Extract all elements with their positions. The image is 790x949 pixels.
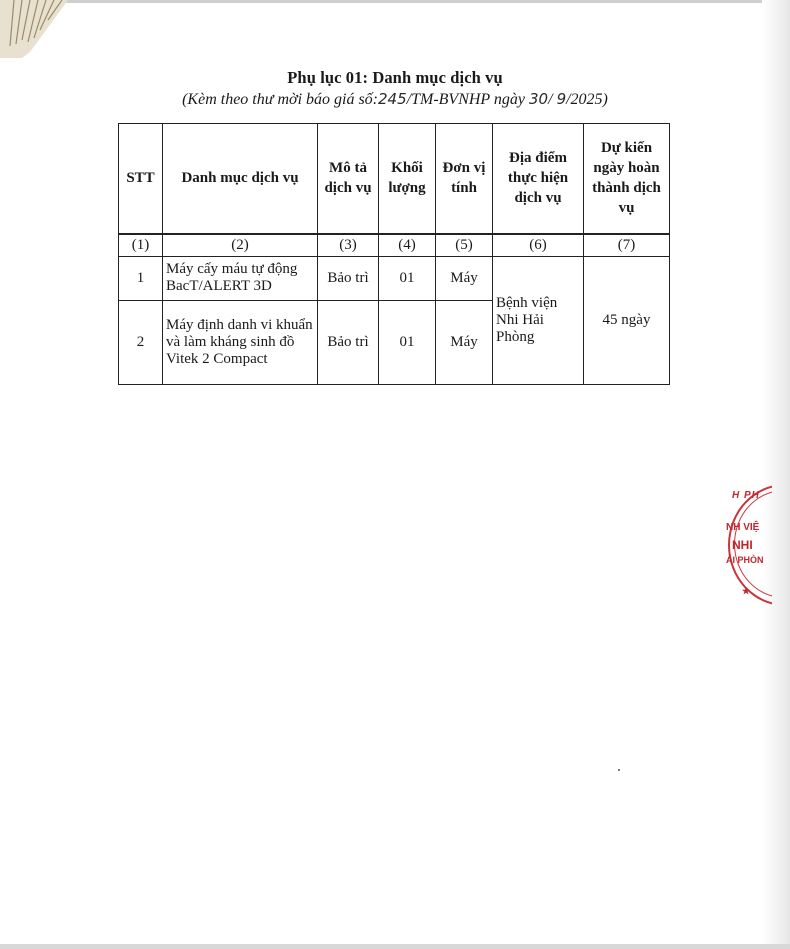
column-number: (5) <box>436 234 493 257</box>
row-quantity: 01 <box>379 300 436 384</box>
appendix-title: Phụ lục 01: Danh mục dịch vụ <box>287 68 503 87</box>
header-quantity: Khối lượng <box>379 124 436 234</box>
paper-speck <box>618 769 620 771</box>
table-row <box>119 256 670 300</box>
subtitle-prefix: (Kèm theo thư mời báo giá số: <box>182 91 379 108</box>
handwritten-doc-number: 245 <box>378 90 407 108</box>
header-stt: STT <box>119 124 163 234</box>
column-number: (6) <box>493 234 584 257</box>
row-service: Máy định danh vi khuẩn và làm kháng sinh đồ Vitek 2 Compact <box>163 300 318 384</box>
page-bottom-edge <box>0 944 790 949</box>
column-number: (1) <box>119 234 163 257</box>
row-service: Máy cấy máu tự động BacT/ALERT 3D <box>163 256 318 300</box>
row-unit: Máy <box>436 256 493 300</box>
header-unit: Đơn vị tính <box>436 124 493 234</box>
row-quantity: 01 <box>379 256 436 300</box>
row-stt: 2 <box>119 300 163 384</box>
seal-text: NH VIỆ <box>726 522 760 533</box>
page-right-edge <box>762 0 790 949</box>
header-service: Danh mục dịch vụ <box>163 124 318 234</box>
header-description: Mô tả dịch vụ <box>318 124 379 234</box>
header-location: Địa điểm thực hiện dịch vụ <box>493 124 584 234</box>
column-number: (7) <box>584 234 670 257</box>
location-cell: Bệnh viện Nhi Hải Phòng <box>493 256 584 384</box>
header-completion: Dự kiến ngày hoàn thành dịch vụ <box>584 124 670 234</box>
date-slash: / <box>548 91 553 108</box>
column-number: (4) <box>379 234 436 257</box>
seal-text: NHI <box>732 538 753 552</box>
column-number-row <box>119 234 670 257</box>
appendix-subtitle <box>0 90 790 109</box>
row-stt: 1 <box>119 256 163 300</box>
subtitle-suffix: /2025) <box>566 91 608 108</box>
seal-text: ẢI PHÒN <box>726 555 764 565</box>
column-number: (3) <box>318 234 379 257</box>
header-row <box>119 124 670 234</box>
row-description: Bảo trì <box>318 300 379 384</box>
column-number: (2) <box>163 234 318 257</box>
page-top-edge <box>0 0 790 3</box>
service-table <box>118 123 670 385</box>
completion-cell: 45 ngày <box>584 256 670 384</box>
row-description: Bảo trì <box>318 256 379 300</box>
seal-text: H PH <box>732 490 760 501</box>
paper-corner-curl <box>0 0 70 60</box>
handwritten-day: 30 <box>529 90 549 108</box>
row-unit: Máy <box>436 300 493 384</box>
subtitle-middle: /TM-BVNHP ngày <box>406 91 526 108</box>
seal-star-icon: ★ <box>742 586 751 596</box>
hospital-seal <box>722 478 772 610</box>
handwritten-month: 9 <box>556 90 567 108</box>
